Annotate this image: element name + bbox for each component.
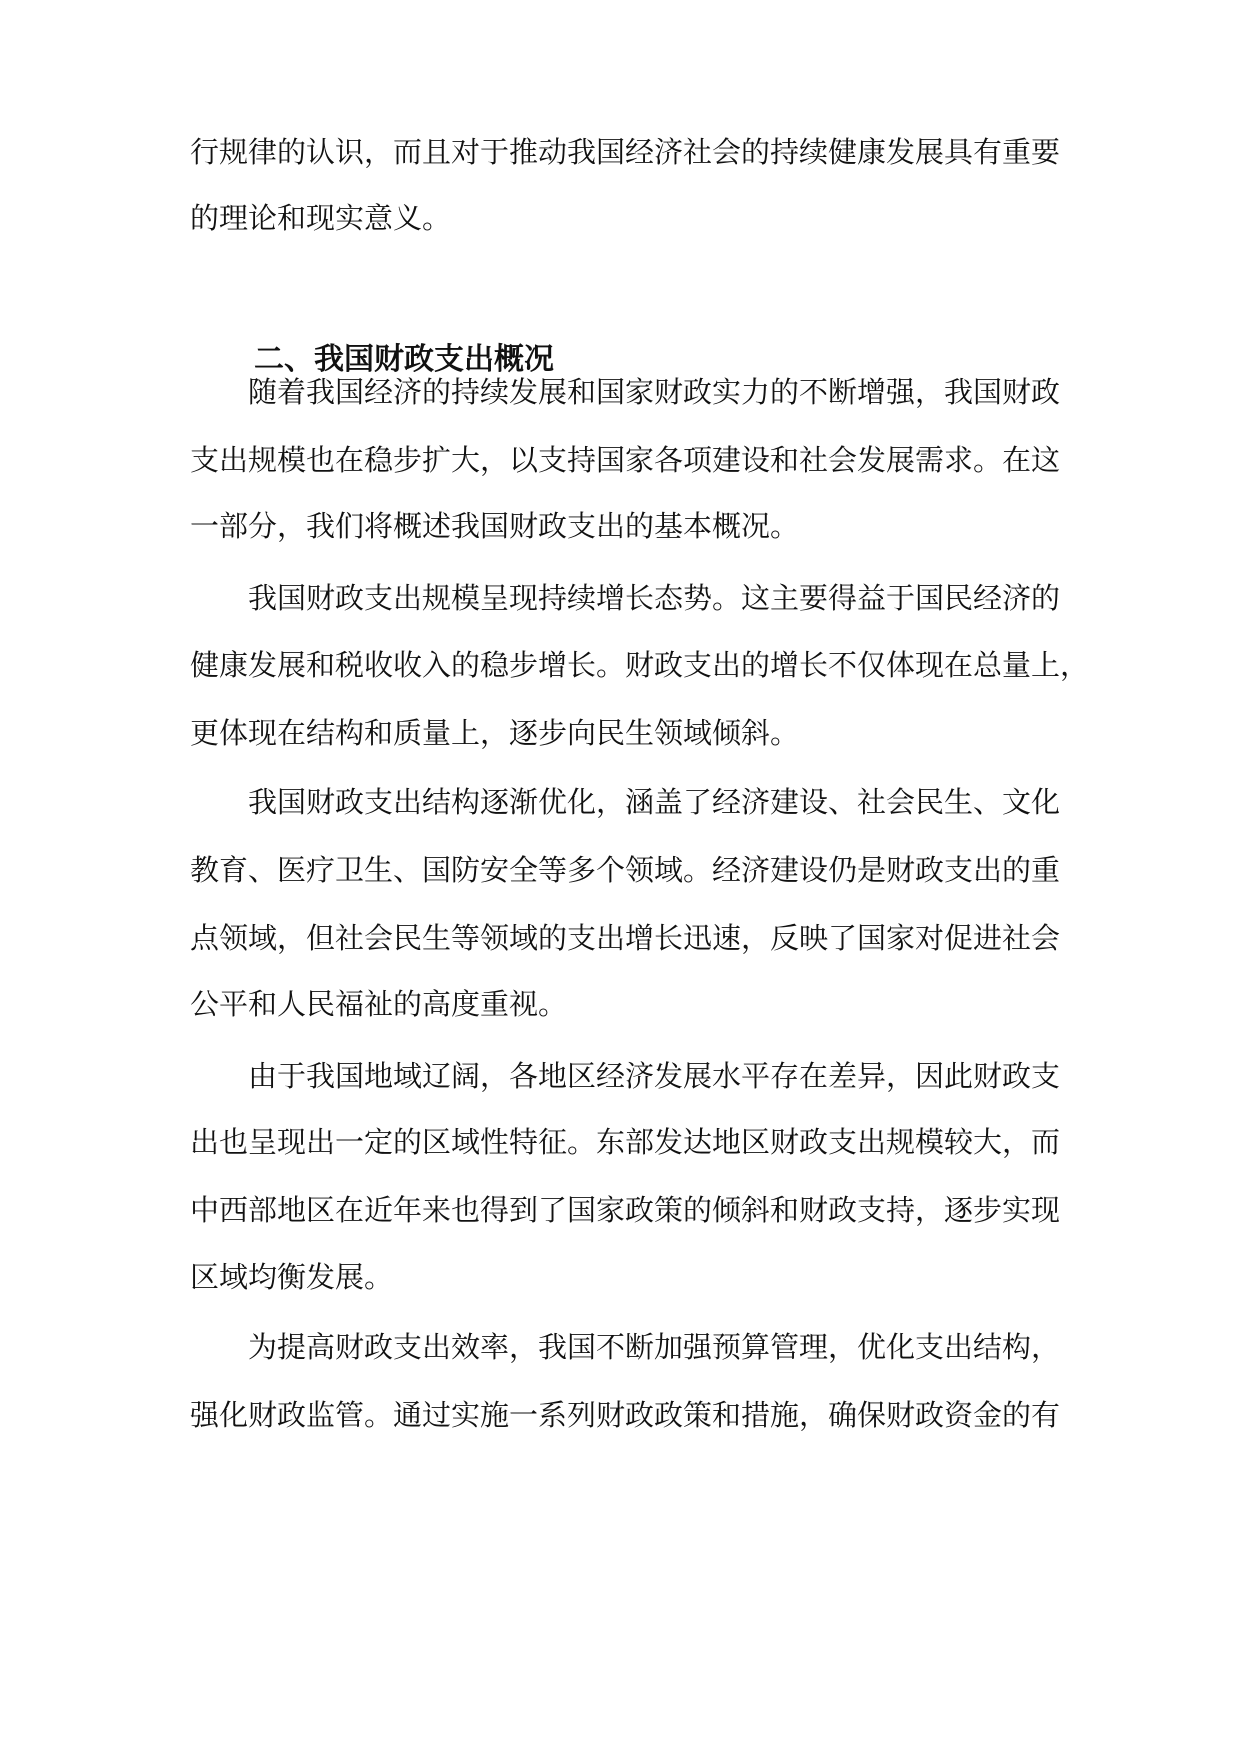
paragraph-1-line-1: 随着我国经济的持续发展和国家财政实力的不断增强，我国财政 <box>248 375 1061 409</box>
paragraph-4-line-2: 出也呈现出一定的区域性特征。东部发达地区财政支出规模较大，而 <box>190 1125 1061 1159</box>
paragraph-2-line-2: 健康发展和税收收入的稳步增长。财政支出的增长不仅体现在总量上， <box>190 648 1090 682</box>
section-heading: 二、我国财政支出概况 <box>254 342 554 377</box>
paragraph-3-line-3: 点领域，但社会民生等领域的支出增长迅速，反映了国家对促进社会 <box>190 921 1061 955</box>
paragraph-4-line-3: 中西部地区在近年来也得到了国家政策的倾斜和财政支持，逐步实现 <box>190 1193 1061 1227</box>
paragraph-3-line-1: 我国财政支出结构逐渐优化，涵盖了经济建设、社会民生、文化 <box>248 785 1061 819</box>
paragraph-4-line-4: 区域均衡发展。 <box>190 1260 394 1294</box>
paragraph-2-line-3: 更体现在结构和质量上，逐步向民生领域倾斜。 <box>190 716 800 750</box>
paragraph-1-line-2: 支出规模也在稳步扩大，以支持国家各项建设和社会发展需求。在这 <box>190 443 1061 477</box>
paragraph-3-line-4: 公平和人民福祉的高度重视。 <box>190 987 568 1021</box>
paragraph-3-line-2: 教育、医疗卫生、国防安全等多个领域。经济建设仍是财政支出的重 <box>190 853 1061 887</box>
paragraph-5-line-2: 强化财政监管。通过实施一系列财政政策和措施，确保财政资金的有 <box>190 1398 1061 1432</box>
paragraph-4-line-1: 由于我国地域辽阔，各地区经济发展水平存在差异，因此财政支 <box>248 1059 1061 1093</box>
paragraph-2-line-1: 我国财政支出规模呈现持续增长态势。这主要得益于国民经济的 <box>248 581 1061 615</box>
intro-line-2: 的理论和现实意义。 <box>190 201 452 235</box>
paragraph-5-line-1: 为提高财政支出效率，我国不断加强预算管理，优化支出结构， <box>248 1330 1061 1364</box>
paragraph-1-line-3: 一部分，我们将概述我国财政支出的基本概况。 <box>190 509 800 543</box>
intro-line-1: 行规律的认识，而且对于推动我国经济社会的持续健康发展具有重要 <box>190 135 1061 169</box>
